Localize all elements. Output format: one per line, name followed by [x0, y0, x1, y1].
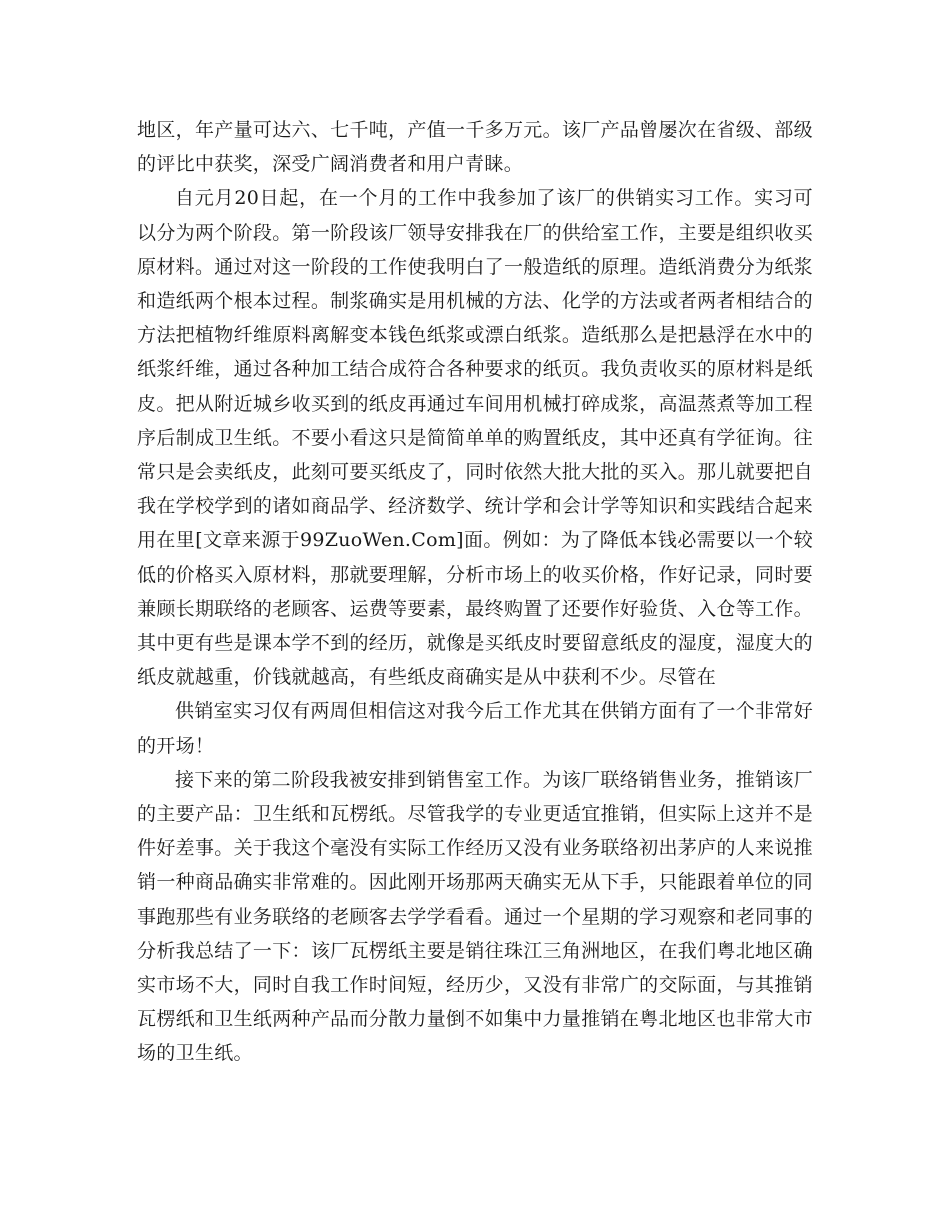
document-body: [137, 113, 813, 1071]
paragraph-1: 地区，年产量可达六、七千吨，产值一千多万元。该厂产品曾屡次在省级、部级的评比中获奖，深受广阔消费者和用户青睐。: [137, 119, 813, 176]
paragraph-3: 供销室实习仅有两周但相信这对我今后工作尤其在供销方面有了一个非常好的开场！: [137, 700, 813, 757]
paragraph-4: 接下来的第二阶段我被安排到销售室工作。为该厂联络销售业务，推销该厂的主要产品：卫生纸和瓦楞纸。尽管我学的专业更适宜推销，但实际上这并不是件好差事。关于我这个毫没有实际工作经历又没有业务联络初出茅庐的人来说推销一种商品确实非常难的。因此刚开场那两天确实无从下手，只能跟着单位的同事跑那些有业务联络的老顾客去学学看看。通过一个星期的学习观察和老同事的分析我总结了一下：该厂瓦楞纸主要是销往珠江三角洲地区，在我们粤北地区确实市场不大，同时自我工作时间短，经历少，又没有非常广的交际面，与其推销瓦楞纸和卫生纸两种产品而分散力量倒不如集中力量推销在粤北地区也非常大市场的卫生纸。: [137, 768, 813, 1065]
paragraph-2: 自元月20日起，在一个月的工作中我参加了该厂的供销实习工作。实习可以分为两个阶段。第一阶段该厂领导安排我在厂的供给室工作，主要是组织收买原材料。通过对这一阶段的工作使我明白了一般造纸的原理。造纸消费分为纸浆和造纸两个根本过程。制浆确实是用机械的方法、化学的方法或者两者相结合的方法把植物纤维原料离解变本钱色纸浆或漂白纸浆。造纸那么是把悬浮在水中的纸浆纤维，通过各种加工结合成符合各种要求的纸页。我负责收买的原材料是纸皮。把从附近城乡收买到的纸皮再通过车间用机械打碎成浆，高温蒸煮等加工程序后制成卫生纸。不要小看这只是简简单单的购置纸皮，其中还真有学征询。往常只是会卖纸皮，此刻可要买纸皮了，同时依然大批大批的买入。那儿就要把自我在学校学到的诸如商品学、经济数学、统计学和会计学等知识和实践结合起来用在里[文章来源于99ZuoWen.Com]面。例如：为了降低本钱必需要以一个较低的价格买入原材料，那就要理解，分析市场上的收买价格，作好记录，同时要兼顾长期联络的老顾客、运费等要素，最终购置了还要作好验货、入仓等工作。其中更有些是课本学不到的经历，就像是买纸皮时要留意纸皮的湿度，湿度大的纸皮就越重，价钱就越高，有些纸皮商确实是从中获利不少。尽管在: [137, 187, 813, 689]
